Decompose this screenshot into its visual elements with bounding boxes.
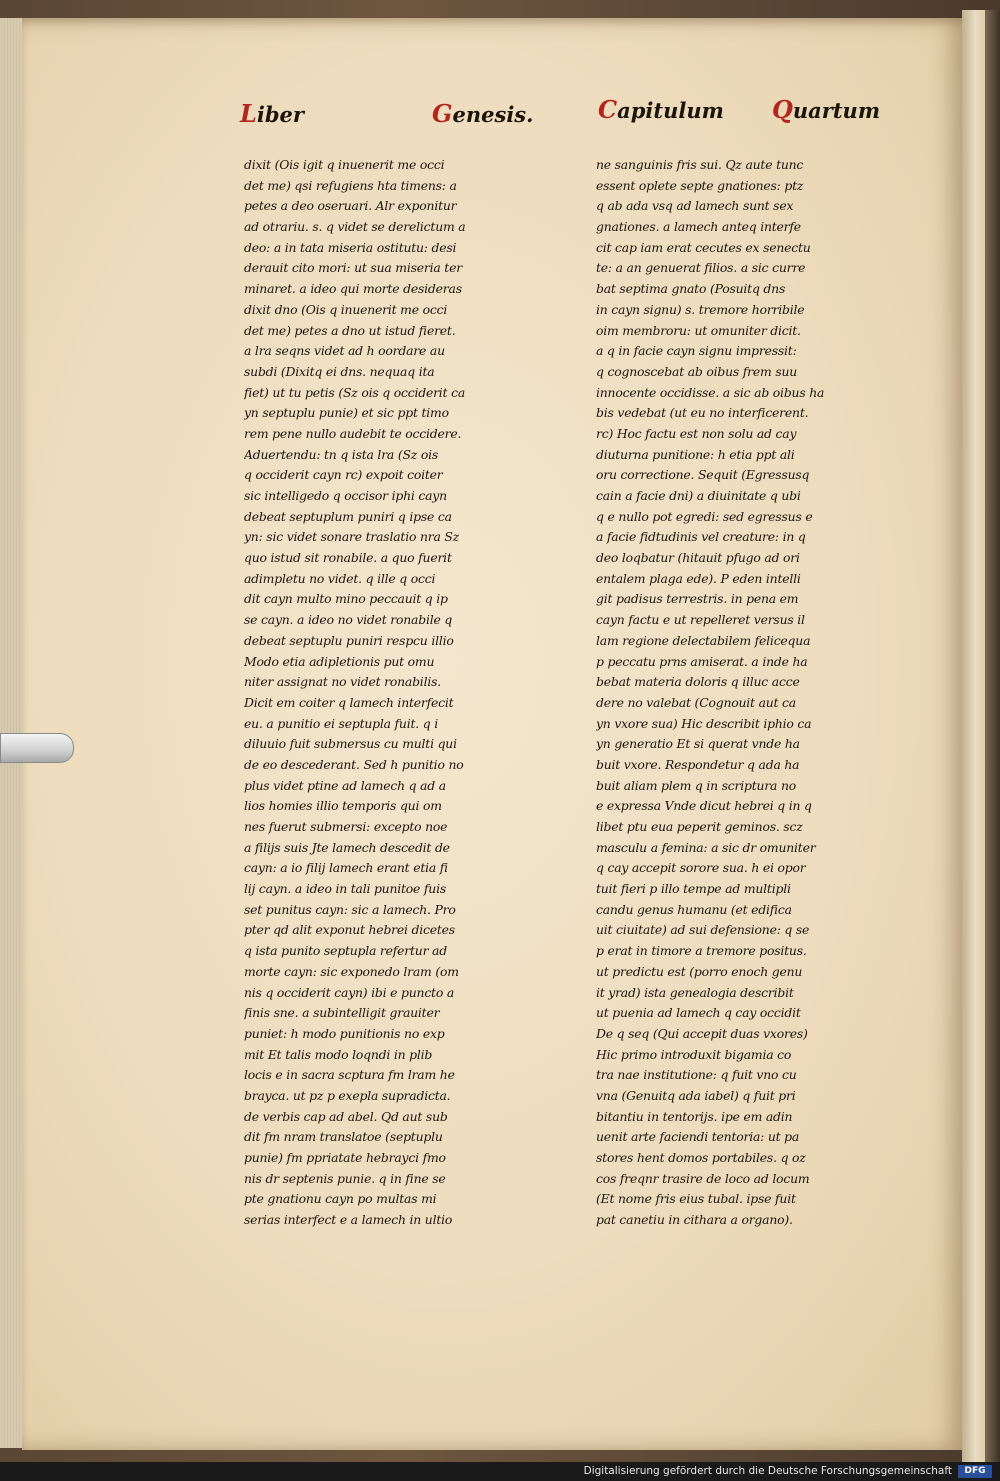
text-line: yn: sic videt sonare traslatio nra Sz — [244, 529, 460, 545]
text-line: rem pene nullo audebit te occidere. — [244, 425, 462, 441]
text-line: oim membroru: ut omuniter dicit. — [596, 322, 801, 338]
text-line: quo istud sit ronabile. a quo fuerit — [244, 550, 452, 566]
text-line: dixit dno (Ois q inuenerit me occi — [244, 301, 448, 317]
text-line: git padisus terrestris. in pena em — [596, 591, 799, 607]
right-text-column — [596, 155, 896, 1231]
text-line: in cayn signu) s. tremore horribile — [596, 301, 805, 317]
text-line: stores hent domos portabiles. q oz — [596, 1150, 806, 1165]
text-line: petes a deo oseruari. Alr exponitur — [244, 198, 457, 214]
text-line: libet ptu eua peperit geminos. scz — [596, 819, 803, 834]
text-line: q ista punito septupla refertur ad — [244, 943, 447, 959]
dfg-logo: DFG — [958, 1465, 992, 1478]
text-line: dit cayn multo mino peccauit q ip — [244, 591, 448, 607]
header-liber: Liber — [240, 99, 304, 128]
text-line: fiet) ut tu petis (Sz ois q occiderit ca — [244, 384, 466, 400]
text-line: tuit fieri p illo tempe ad multipli — [596, 881, 791, 897]
text-line: tra nae institutione: q fuit vno cu — [596, 1067, 797, 1083]
text-line: serias interfect e a lamech in ultio — [244, 1212, 453, 1228]
text-line: cos freqnr trasire de loco ad locum — [596, 1170, 810, 1186]
text-line: pat canetiu in cithara a organo). — [596, 1212, 793, 1228]
text-line: adimpletu no videt. q ille q occi — [244, 570, 436, 586]
text-line: oru correctione. Sequit (Egressusq — [596, 467, 810, 483]
text-line: uit ciuitate) ad sui defensione: q se — [596, 922, 810, 938]
text-line: Dicit em coiter q lamech interfecit — [244, 694, 454, 710]
text-line: lam regione delectabilem felicequa — [596, 632, 811, 648]
text-line: deo loqbatur (hitauit pfugo ad ori — [596, 550, 800, 566]
left-text-column — [244, 155, 544, 1231]
text-line: te: a an genuerat filios. a sic curre — [596, 260, 806, 276]
funding-notice: Digitalisierung gefördert durch die Deutsche Forschungsgemeinschaft — [583, 1465, 952, 1477]
text-line: lij cayn. a ideo in tali punitoe fuis — [244, 881, 447, 897]
text-line: e expressa Vnde dicut hebrei q in q — [596, 798, 812, 814]
rubric-initial: G — [432, 99, 453, 128]
text-line: nis q occiderit cayn) ibi e puncto a — [244, 984, 455, 1000]
text-line: yn generatio Et si querat vnde ha — [596, 736, 800, 752]
text-line: subdi (Dixitq ei dns. nequaq ita — [244, 363, 435, 379]
text-line: essent oplete septe gnationes: ptz — [596, 177, 804, 193]
text-line: derauit cito mori: ut sua miseria ter — [244, 260, 462, 276]
text-line: masculu a femina: a sic dr omuniter — [596, 839, 816, 855]
text-line: debeat septuplu puniri respcu illio — [244, 632, 454, 648]
header-genesis: Genesis. — [432, 99, 534, 128]
header-capitulum: Capitulum — [598, 95, 724, 124]
text-line: set punitus cayn: sic a lamech. Pro — [244, 901, 456, 917]
text-line: de eo descederant. Sed h punitio no — [244, 756, 464, 772]
text-line: deo: a in tata miseria ostitutu: desi — [244, 239, 457, 255]
footer-bar — [0, 1462, 1000, 1481]
text-line: sic intelligedo q occisor iphi cayn — [244, 488, 447, 503]
text-line: nes fuerut submersi: excepto noe — [244, 819, 448, 834]
text-line: pter qd alit exponut hebrei dicetes — [244, 922, 455, 938]
text-line: ne sanguinis fris sui. Qz aute tunc — [596, 157, 804, 172]
text-line: yn septuplu punie) et sic ppt timo — [244, 405, 449, 421]
text-line: vna (Genuitq ada iabel) q fuit pri — [596, 1087, 796, 1103]
text-line: De q seq (Qui accepit duas vxores) — [596, 1025, 808, 1041]
text-line: dit fm nram translatoe (septuplu — [244, 1129, 443, 1145]
text-line: ut puenia ad lamech q cay occidit — [596, 1005, 801, 1021]
text-line: candu genus humanu (et edifica — [596, 901, 792, 917]
text-line: a filijs suis Jte lamech descedit de — [244, 839, 450, 855]
text-line: niter assignat no videt ronabilis. — [244, 674, 441, 690]
text-line: q ab ada vsq ad lamech sunt sex — [596, 198, 794, 214]
text-line: ad otrariu. s. q videt se derelictum a — [244, 219, 466, 235]
text-line: ut predictu est (porro enoch genu — [596, 963, 803, 979]
text-line: mit Et talis modo loqndi in plib — [244, 1046, 433, 1062]
text-line: a facie fidtudinis vel creature: in q — [596, 529, 806, 545]
text-line: a q in facie cayn signu impressit: — [596, 343, 797, 359]
text-line: bitantiu in tentorijs. ipe em adin — [596, 1108, 793, 1124]
text-line: cayn factu e ut repelleret versus il — [596, 612, 805, 628]
text-line: lios homies illio temporis qui om — [244, 798, 442, 814]
text-line: nis dr septenis punie. q in fine se — [244, 1170, 446, 1186]
text-line: Modo etia adipletionis put omu — [244, 653, 435, 669]
text-line: bebat materia doloris q illuc acce — [596, 674, 800, 690]
text-line: q cognoscebat ab oibus frem suu — [596, 363, 798, 379]
text-line: de verbis cap ad abel. Qd aut sub — [244, 1108, 448, 1124]
text-line: q cay accepit sorore sua. h ei opor — [596, 860, 806, 876]
text-line: entalem plaga ede). P eden intelli — [596, 570, 801, 586]
rubric-initial: L — [240, 99, 257, 128]
text-line: cayn: a io filij lamech erant etia fi — [244, 860, 448, 876]
rubric-initial: Q — [772, 95, 793, 124]
text-line: dixit (Ois igit q inuenerit me occi — [244, 157, 445, 172]
text-line: dere no valebat (Cognouit aut ca — [596, 694, 796, 710]
text-line: bis vedebat (ut eu no interficerent. — [596, 405, 809, 421]
text-line: p erat in timore a tremore positus. — [596, 943, 807, 959]
text-line: diluuio fuit submersus cu multi qui — [244, 736, 457, 752]
text-line: uenit arte faciendi tentoria: ut pa — [596, 1129, 800, 1145]
text-line: finis sne. a subintelligit grauiter — [244, 1005, 440, 1021]
text-line: det me) petes a dno ut istud fieret. — [244, 322, 456, 338]
running-header — [0, 95, 1000, 135]
text-line: innocente occidisse. a sic ab oibus ha — [596, 384, 825, 400]
text-line: brayca. ut pz p exepla supradicta. — [244, 1087, 451, 1103]
text-line: puniet: h modo punitionis no exp — [244, 1025, 445, 1041]
text-line: yn vxore sua) Hic describit iphio ca — [596, 715, 812, 731]
header-quartum: Quartum — [772, 95, 881, 124]
text-line: locis e in sacra scptura fm lram he — [244, 1067, 455, 1083]
text-line: it yrad) ista genealogia describit — [596, 984, 794, 1000]
text-line: q e nullo pot egredi: sed egressus e — [596, 508, 813, 524]
page-clip — [0, 733, 74, 763]
text-line: plus videt ptine ad lamech q ad a — [244, 777, 446, 793]
text-line: gnationes. a lamech anteq interfe — [596, 219, 801, 235]
book-binding-edge — [985, 10, 1000, 1462]
text-line: Aduertendu: tn q ista lra (Sz ois — [244, 446, 439, 462]
text-line: diuturna punitione: h etia ppt ali — [596, 446, 795, 462]
text-line: debeat septuplum puniri q ipse ca — [244, 508, 452, 524]
text-line: eu. a punitio ei septupla fuit. q i — [244, 715, 438, 731]
text-line: det me) qsi refugiens hta timens: a — [244, 177, 457, 193]
text-line: bat septima gnato (Posuitq dns — [596, 281, 786, 297]
text-line: a lra seqns videt ad h oordare au — [244, 343, 445, 359]
text-line: punie) fm ppriatate hebrayci fmo — [244, 1150, 446, 1165]
text-line: buit vxore. Respondetur q ada ha — [596, 756, 800, 772]
text-line: q occiderit cayn rc) expoit coiter — [244, 467, 443, 483]
text-line: morte cayn: sic exponedo lram (om — [244, 963, 459, 979]
text-line: rc) Hoc factu est non solu ad cay — [596, 425, 797, 441]
text-line: cain a facie dni) a diuinitate q ubi — [596, 488, 801, 503]
text-line: Hic primo introduxit bigamia co — [596, 1046, 792, 1062]
text-line: buit aliam plem q in scriptura no — [596, 777, 797, 793]
text-line: p peccatu prns amiserat. a inde ha — [596, 653, 808, 669]
text-line: se cayn. a ideo no videt ronabile q — [244, 612, 453, 628]
text-line: cit cap iam erat cecutes ex senectu — [596, 239, 811, 255]
text-line: pte gnationu cayn po multas mi — [244, 1191, 437, 1207]
text-line: (Et nome fris eius tubal. ipse fuit — [596, 1191, 796, 1207]
text-line: minaret. a ideo qui morte desideras — [244, 281, 462, 297]
rubric-initial: C — [598, 95, 618, 124]
